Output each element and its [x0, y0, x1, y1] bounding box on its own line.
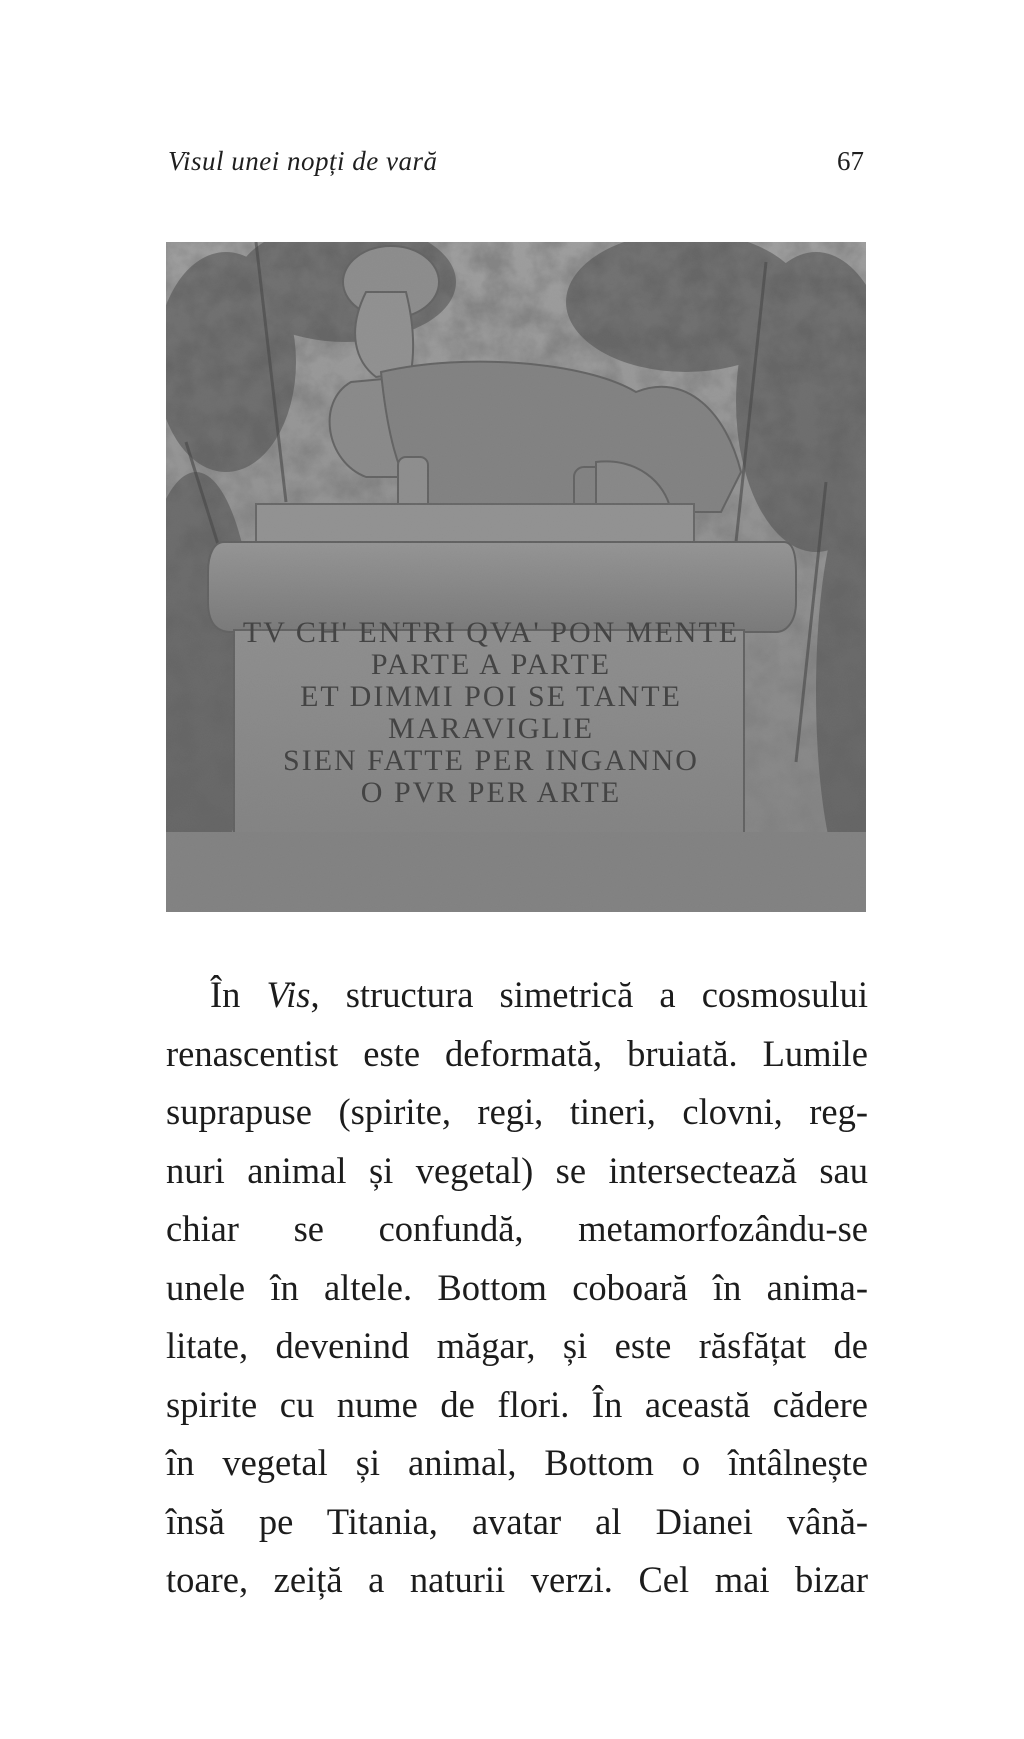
running-head	[168, 146, 864, 186]
body-text-fragment: , structura simetrică a cosmosului	[310, 974, 869, 1015]
body-text-fragment: În	[210, 974, 267, 1015]
body-line: toare, zeiță a naturii verzi. Cel mai bizar	[166, 1559, 868, 1600]
body-line: unele în altele. Bottom coboară în anima-	[166, 1266, 868, 1308]
body-line	[166, 966, 868, 1025]
inscription-line-4: MARAVIGLIE	[387, 712, 595, 745]
running-title: Visul unei nopți de vară	[168, 146, 438, 176]
inscription-line-6: O PVR PER ARTE	[360, 776, 622, 809]
body-line: renascentist este deformată, bruiată. Lumile	[166, 1032, 868, 1074]
sphinx-statue-photo	[166, 242, 866, 912]
inscription-line-3: ET DIMMI POI SE TANTE	[300, 680, 682, 713]
inscription-line-1: TV CH' ENTRI QVA' PON MENTE	[242, 616, 740, 649]
body-line: în vegetal și animal, Bottom o întâlnește	[166, 1442, 868, 1483]
body-line: spirite cu nume de flori. În această cădere	[166, 1383, 868, 1425]
page-number: 67	[837, 146, 864, 176]
body-line: litate, devenind măgar, și este răsfățat de	[166, 1325, 868, 1366]
body-line: nuri animal și vegetal) se intersectează sau	[166, 1149, 868, 1191]
body-line: suprapuse (spirite, regi, tineri, clovni, reg-	[166, 1091, 868, 1132]
body-line: însă pe Titania, avatar al Dianei vână-	[166, 1500, 868, 1542]
body-paragraph	[166, 966, 868, 1610]
inscription-line-5: SIEN FATTE PER INGANNO	[283, 744, 699, 777]
body-line: chiar se confundă, metamorfozându-se	[166, 1208, 868, 1249]
italic-title: Vis	[266, 974, 311, 1015]
inscription-line-2: PARTE A PARTE	[370, 648, 612, 681]
